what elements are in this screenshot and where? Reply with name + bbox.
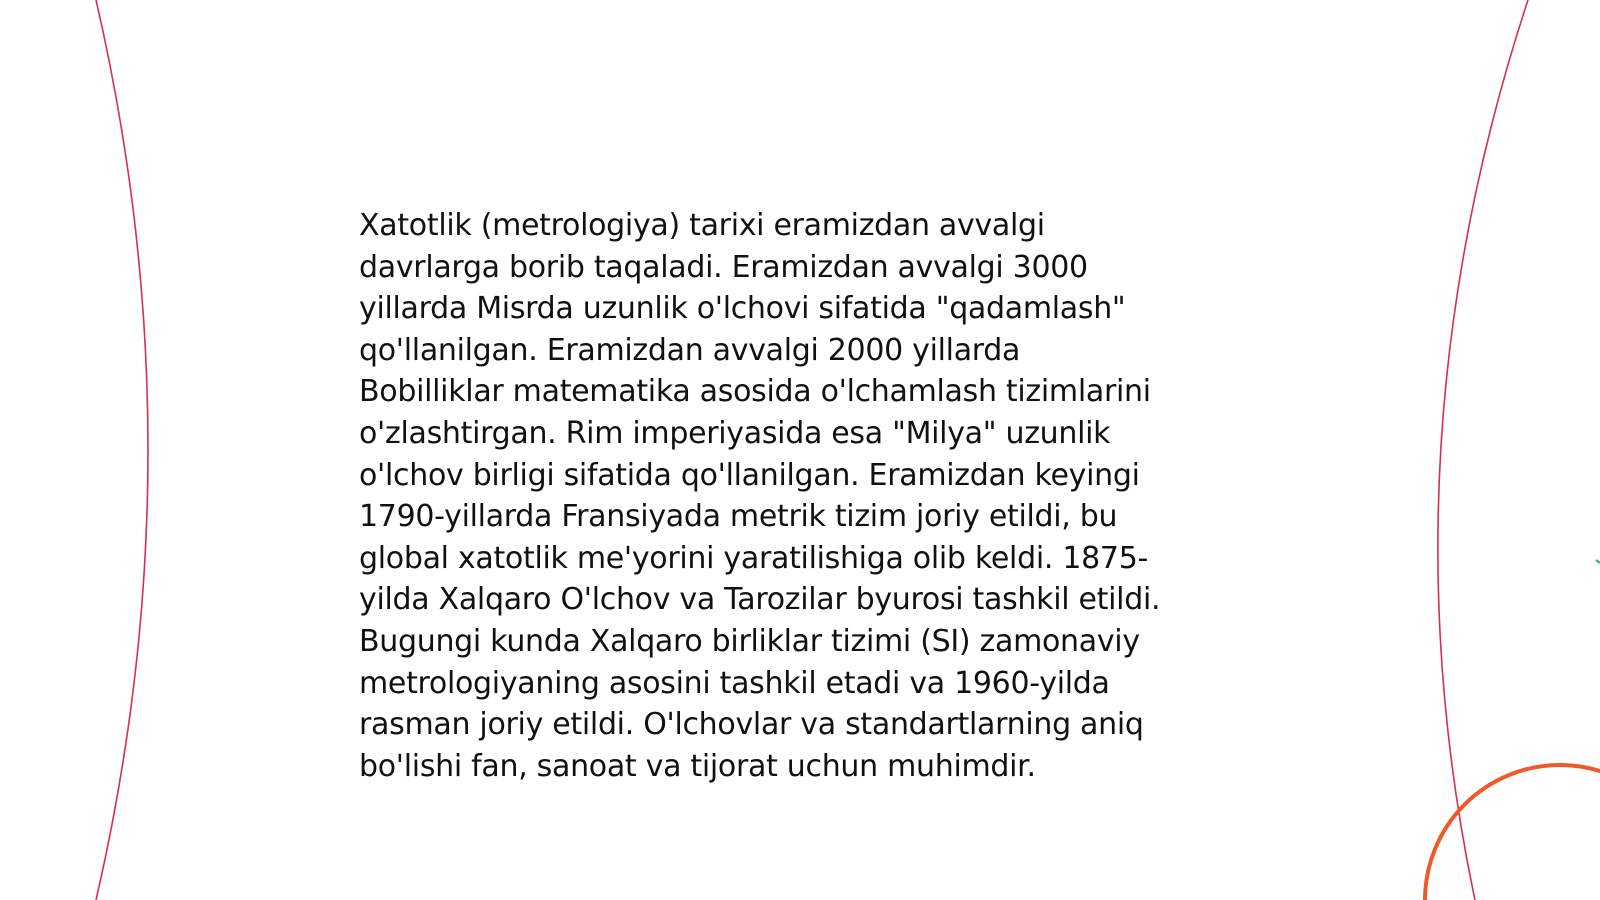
- teal-mark: [1596, 560, 1600, 563]
- right-curve-line: [1438, 0, 1528, 900]
- left-curve-line: [96, 0, 148, 900]
- orange-circle-arc: [1425, 765, 1600, 900]
- slide-body-text: Xatotlik (metrologiya) tarixi eramizdan avvalgi davrlarga borib taqaladi. Eramizdan avvalgi 3000 yillarda Misrda uzunlik o'lchovi sifatida "qadamlash" qo'llanilgan. Eramizdan avvalgi 2000 yillarda Bobilliklar matematika asosida o'lchamlash tizimlarini o'zlashtirgan. Rim imperiyasida esa "Milya" uzunlik o'lchov birligi sifatida qo'llanilgan. Eramizdan keyingi 1790-yillarda Fransiyada metrik tizim joriy etildi, bu global xatotlik me'yorini yaratilishiga olib keldi. 1875- yilda Xalqaro O'lchov va Tarozilar byurosi tashkil etildi. Bugungi kunda Xalqaro birliklar tizimi (SI) zamonaviy metrologiyaning asosini tashkil etadi va 1960-yilda rasman joriy etildi. O'lchovlar va standartlarning aniq bo'lishi fan, sanoat va tijorat uchun muhimdir.: [359, 208, 1161, 784]
